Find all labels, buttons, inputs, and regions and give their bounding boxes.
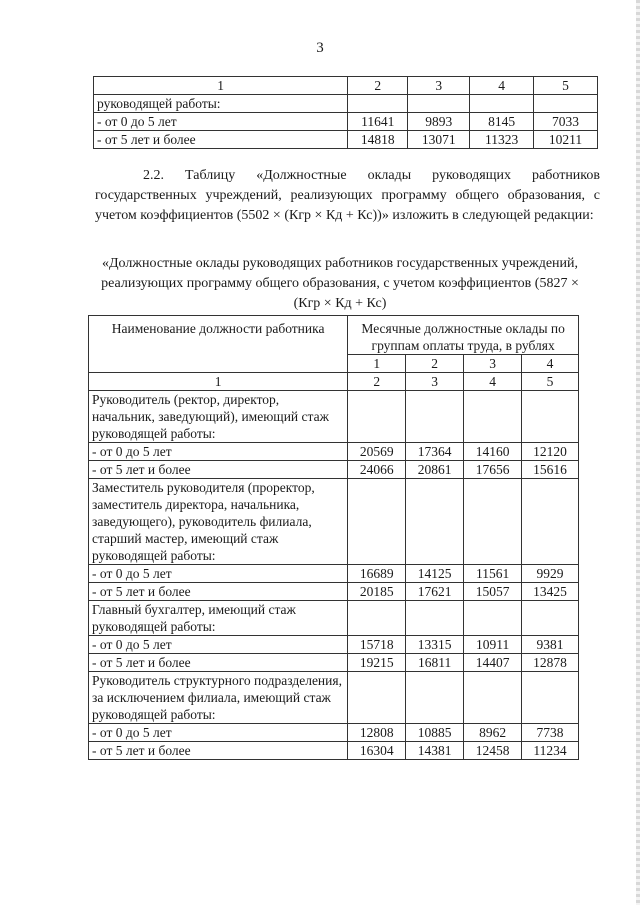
- value-cell: 10211: [534, 131, 598, 149]
- position-name-header: Наименование должности работника: [89, 316, 348, 373]
- value-cell: 12878: [522, 654, 579, 672]
- section-title-cell: Заместитель руководителя (проректор, заместитель директора, начальника, заведующего), руководитель филиала, старший мастер, имеющий стаж руководящей работы:: [89, 479, 348, 565]
- value-cell: 9893: [408, 113, 470, 131]
- section-row: [89, 601, 579, 636]
- value-cell: 9381: [522, 636, 579, 654]
- empty-cell: [406, 391, 464, 443]
- value-cell: [534, 95, 598, 113]
- table-title: «Должностные оклады руководящих работников государственных учреждений, реализующих программу общего образования, с учетом коэффициентов (5827 × (Кгр × Кд + Кс): [101, 256, 579, 311]
- empty-cell: [406, 601, 464, 636]
- value-cell: 8962: [464, 724, 522, 742]
- column-number-cell: 3: [406, 373, 464, 391]
- row-label-cell: - от 5 лет и более: [89, 742, 348, 760]
- value-cell: 16689: [348, 565, 406, 583]
- empty-cell: [406, 672, 464, 724]
- table-row: [89, 583, 579, 601]
- value-cell: 9929: [522, 565, 579, 583]
- table-row: [89, 443, 579, 461]
- section-row: [89, 672, 579, 724]
- value-cell: 12120: [522, 443, 579, 461]
- row-label-cell: - от 5 лет и более: [89, 461, 348, 479]
- column-number-cell: 4: [470, 77, 534, 95]
- empty-cell: [348, 479, 406, 565]
- table-row: [94, 131, 598, 149]
- value-cell: 15057: [464, 583, 522, 601]
- value-cell: 7738: [522, 724, 579, 742]
- row-label-cell: - от 5 лет и более: [89, 583, 348, 601]
- table-row: [94, 113, 598, 131]
- value-cell: 14407: [464, 654, 522, 672]
- value-cell: 17621: [406, 583, 464, 601]
- column-numbering-row: [89, 373, 579, 391]
- table-row: [89, 565, 579, 583]
- row-label-cell: руководящей работы:: [94, 95, 348, 113]
- table-header-row: [89, 316, 579, 355]
- value-cell: 11641: [348, 113, 408, 131]
- value-cell: [348, 95, 408, 113]
- empty-cell: [348, 672, 406, 724]
- row-label-cell: - от 0 до 5 лет: [89, 443, 348, 461]
- value-cell: 10911: [464, 636, 522, 654]
- value-cell: 14125: [406, 565, 464, 583]
- empty-cell: [522, 479, 579, 565]
- value-cell: 12458: [464, 742, 522, 760]
- value-cell: [470, 95, 534, 113]
- value-cell: [408, 95, 470, 113]
- value-cell: 20569: [348, 443, 406, 461]
- table-row: [89, 742, 579, 760]
- empty-cell: [406, 479, 464, 565]
- value-cell: 17364: [406, 443, 464, 461]
- value-cell: 17656: [464, 461, 522, 479]
- group-number-cell: 4: [522, 355, 579, 373]
- empty-cell: [348, 601, 406, 636]
- group-number-cell: 3: [464, 355, 522, 373]
- table-row: [89, 654, 579, 672]
- group-number-cell: 1: [348, 355, 406, 373]
- column-number-cell: 5: [534, 77, 598, 95]
- value-cell: 14160: [464, 443, 522, 461]
- value-cell: 7033: [534, 113, 598, 131]
- empty-cell: [464, 601, 522, 636]
- section-title-cell: Руководитель структурного подразделения, за исключением филиала, имеющий стаж руководящей работы:: [89, 672, 348, 724]
- empty-cell: [464, 479, 522, 565]
- value-cell: 10885: [406, 724, 464, 742]
- table-header-row: [94, 77, 598, 95]
- value-cell: 12808: [348, 724, 406, 742]
- section-row: [89, 479, 579, 565]
- empty-cell: [522, 391, 579, 443]
- table-row: [89, 724, 579, 742]
- value-cell: 8145: [470, 113, 534, 131]
- value-cell: 15718: [348, 636, 406, 654]
- column-number-cell: 2: [348, 373, 406, 391]
- value-cell: 13071: [408, 131, 470, 149]
- row-label-cell: - от 0 до 5 лет: [89, 724, 348, 742]
- value-cell: 11323: [470, 131, 534, 149]
- column-number-cell: 1: [94, 77, 348, 95]
- paragraph-2-2: [95, 166, 600, 226]
- value-cell: 19215: [348, 654, 406, 672]
- value-cell: 13425: [522, 583, 579, 601]
- row-label-cell: - от 0 до 5 лет: [94, 113, 348, 131]
- section-row: [89, 391, 579, 443]
- value-cell: 16304: [348, 742, 406, 760]
- salary-table: [88, 315, 579, 760]
- empty-cell: [348, 391, 406, 443]
- value-cell: 13315: [406, 636, 464, 654]
- empty-cell: [464, 672, 522, 724]
- group-number-cell: 2: [406, 355, 464, 373]
- section-title-cell: Главный бухгалтер, имеющий стаж руководящей работы:: [89, 601, 348, 636]
- row-label-cell: - от 5 лет и более: [94, 131, 348, 149]
- column-number-cell: 3: [408, 77, 470, 95]
- table-row: [94, 95, 598, 113]
- column-number-cell: 2: [348, 77, 408, 95]
- column-number-cell: 1: [89, 373, 348, 391]
- table-row: [89, 461, 579, 479]
- row-label-cell: - от 5 лет и более: [89, 654, 348, 672]
- value-cell: 20861: [406, 461, 464, 479]
- empty-cell: [464, 391, 522, 443]
- column-number-cell: 5: [522, 373, 579, 391]
- table-row: [89, 636, 579, 654]
- section-title-cell: Руководитель (ректор, директор, начальник, заведующий), имеющий стаж руководящей работы:: [89, 391, 348, 443]
- paragraph-text: 2.2. Таблицу «Должностные оклады руководящих работников государственных учреждений, реализующих программу общего образования, с учетом коэффициентов (5502 × (Кгр × Кд + Кс))» изложить в следующей редакции:: [95, 168, 600, 223]
- column-number-cell: 4: [464, 373, 522, 391]
- value-cell: 20185: [348, 583, 406, 601]
- value-cell: 16811: [406, 654, 464, 672]
- value-cell: 14818: [348, 131, 408, 149]
- salary-group-header: Месячные должностные оклады по группам оплаты труда, в рублях: [348, 316, 579, 355]
- value-cell: 11561: [464, 565, 522, 583]
- row-label-cell: - от 0 до 5 лет: [89, 636, 348, 654]
- value-cell: 15616: [522, 461, 579, 479]
- value-cell: 24066: [348, 461, 406, 479]
- value-cell: 11234: [522, 742, 579, 760]
- row-label-cell: - от 0 до 5 лет: [89, 565, 348, 583]
- value-cell: 14381: [406, 742, 464, 760]
- top-table: [93, 76, 598, 149]
- scan-edge: [636, 0, 640, 905]
- empty-cell: [522, 672, 579, 724]
- empty-cell: [522, 601, 579, 636]
- page-number: 3: [316, 40, 324, 56]
